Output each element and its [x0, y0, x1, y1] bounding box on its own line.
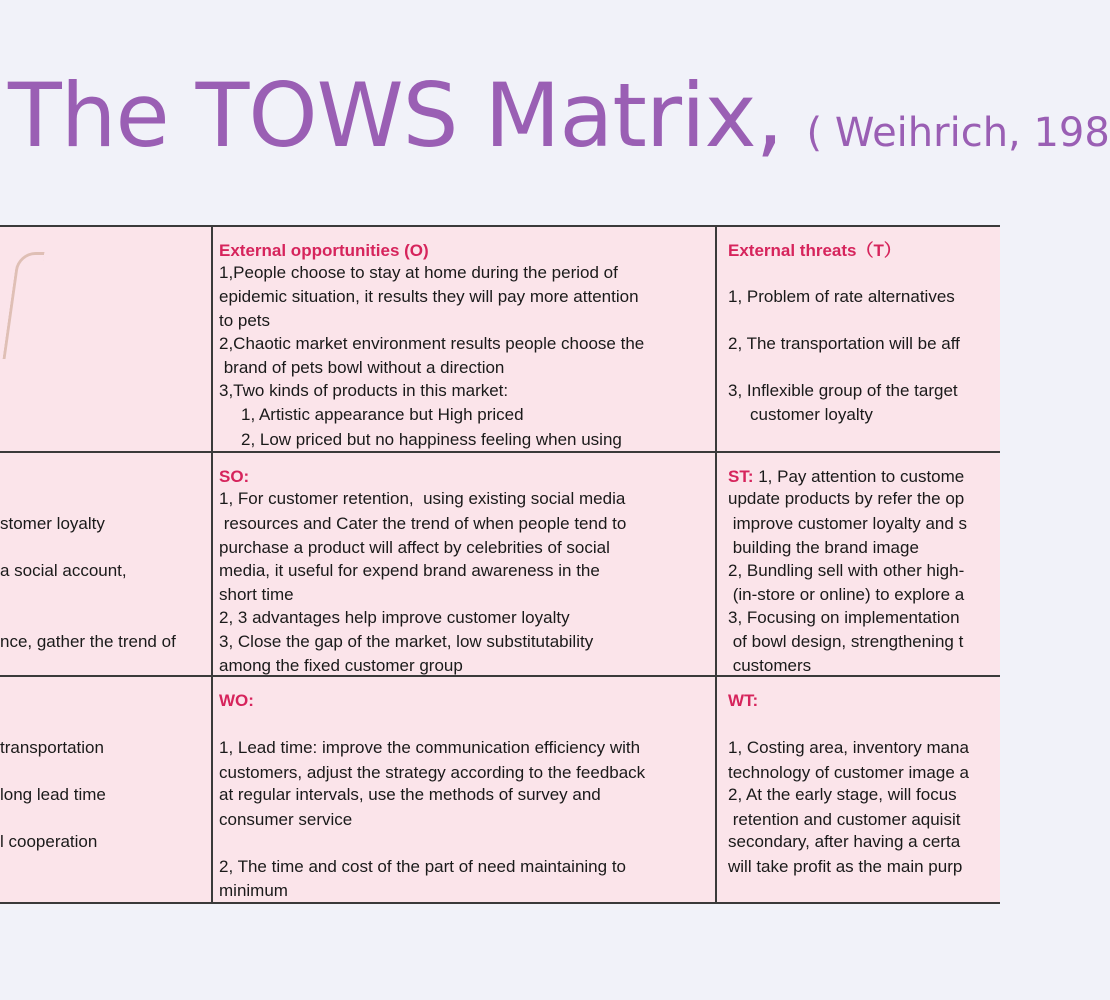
st-line: building the brand image [728, 538, 919, 557]
st-line: (in-store or online) to explore a [728, 585, 965, 604]
weaknesses-line: transportation [0, 738, 104, 757]
threats-heading: External threats（T） [728, 241, 901, 260]
st-line: of bowl design, strengthening t [728, 632, 964, 651]
wt-label: WT: [728, 691, 759, 710]
so-line: purchase a product will affect by celebrities of social [219, 538, 610, 557]
st-line: 1, Pay attention to custome [753, 467, 965, 486]
threats-line: 2, The transportation will be aff [728, 334, 960, 353]
wo-line: 1, Lead time: improve the communication efficiency with [219, 738, 641, 757]
st-first-line [728, 465, 964, 489]
page-title [0, 64, 1110, 167]
so-line: 3, Close the gap of the market, low substitutability [219, 632, 594, 651]
so-line: 2, 3 advantages help improve customer loyalty [219, 608, 570, 627]
wt-line: retention and customer aquisit [728, 810, 961, 829]
wt-line: 2, At the early stage, will focus [728, 785, 957, 804]
threats-line: customer loyalty [750, 405, 873, 424]
opportunities-line: epidemic situation, it results they will pay more attention [219, 287, 639, 306]
opportunities-line: 3,Two kinds of products in this market: [219, 381, 509, 400]
opportunities-line: to pets [219, 311, 271, 330]
grid-line-top [0, 225, 1000, 227]
wt-line: 1, Costing area, inventory mana [728, 738, 969, 757]
st-line: improve customer loyalty and s [728, 514, 968, 533]
st-label: ST: [728, 467, 754, 486]
grid-line-bottom [0, 902, 1000, 904]
so-label: SO: [219, 467, 250, 486]
opportunities-line: 1,People choose to stay at home during the period of [219, 263, 618, 282]
weaknesses-line: long lead time [0, 785, 106, 804]
so-line: among the fixed customer group [219, 656, 463, 675]
strengths-line: nce, gather the trend of [0, 632, 176, 651]
st-line: 3, Focusing on implementation [728, 608, 960, 627]
st-line: 2, Bundling sell with other high- [728, 561, 965, 580]
opportunities-line: brand of pets bowl without a direction [219, 358, 505, 377]
wo-label: WO: [219, 691, 254, 710]
opportunities-line: 2, Low priced but no happiness feeling when using [241, 430, 622, 449]
grid-line-col2 [715, 225, 717, 904]
so-line: 1, For customer retention, using existing social media [219, 489, 626, 508]
strengths-line: stomer loyalty [0, 514, 105, 533]
threats-line: 1, Problem of rate alternatives [728, 287, 955, 306]
wo-line: minimum [219, 881, 288, 900]
so-line: short time [219, 585, 294, 604]
grid-line-row2 [0, 675, 1000, 677]
strengths-line: a social account, [0, 561, 127, 580]
grid-line-col1 [211, 225, 213, 904]
wo-line: at regular intervals, use the methods of survey and [219, 785, 601, 804]
so-line: media, it useful for expend brand awareness in the [219, 561, 600, 580]
opportunities-line: 1, Artistic appearance but High priced [241, 405, 524, 424]
title-citation: ( Weihrich, 198 [806, 110, 1110, 156]
wt-line: will take profit as the main purp [728, 857, 963, 876]
opportunities-line: 2,Chaotic market environment results people choose the [219, 334, 645, 353]
wo-line: consumer service [219, 810, 353, 829]
so-line: resources and Cater the trend of when people tend to [219, 514, 627, 533]
wo-line: customers, adjust the strategy according to the feedback [219, 763, 646, 782]
threats-line: 3, Inflexible group of the target [728, 381, 958, 400]
wo-line: 2, The time and cost of the part of need maintaining to [219, 857, 626, 876]
title-main: The TOWS Matrix, [8, 64, 783, 167]
opportunities-heading: External opportunities (O) [219, 241, 429, 260]
wt-line: technology of customer image a [728, 763, 969, 782]
weaknesses-line: l cooperation [0, 832, 98, 851]
st-line: update products by refer the op [728, 489, 965, 508]
wt-line: secondary, after having a certa [728, 832, 961, 851]
st-line: customers [728, 656, 812, 675]
